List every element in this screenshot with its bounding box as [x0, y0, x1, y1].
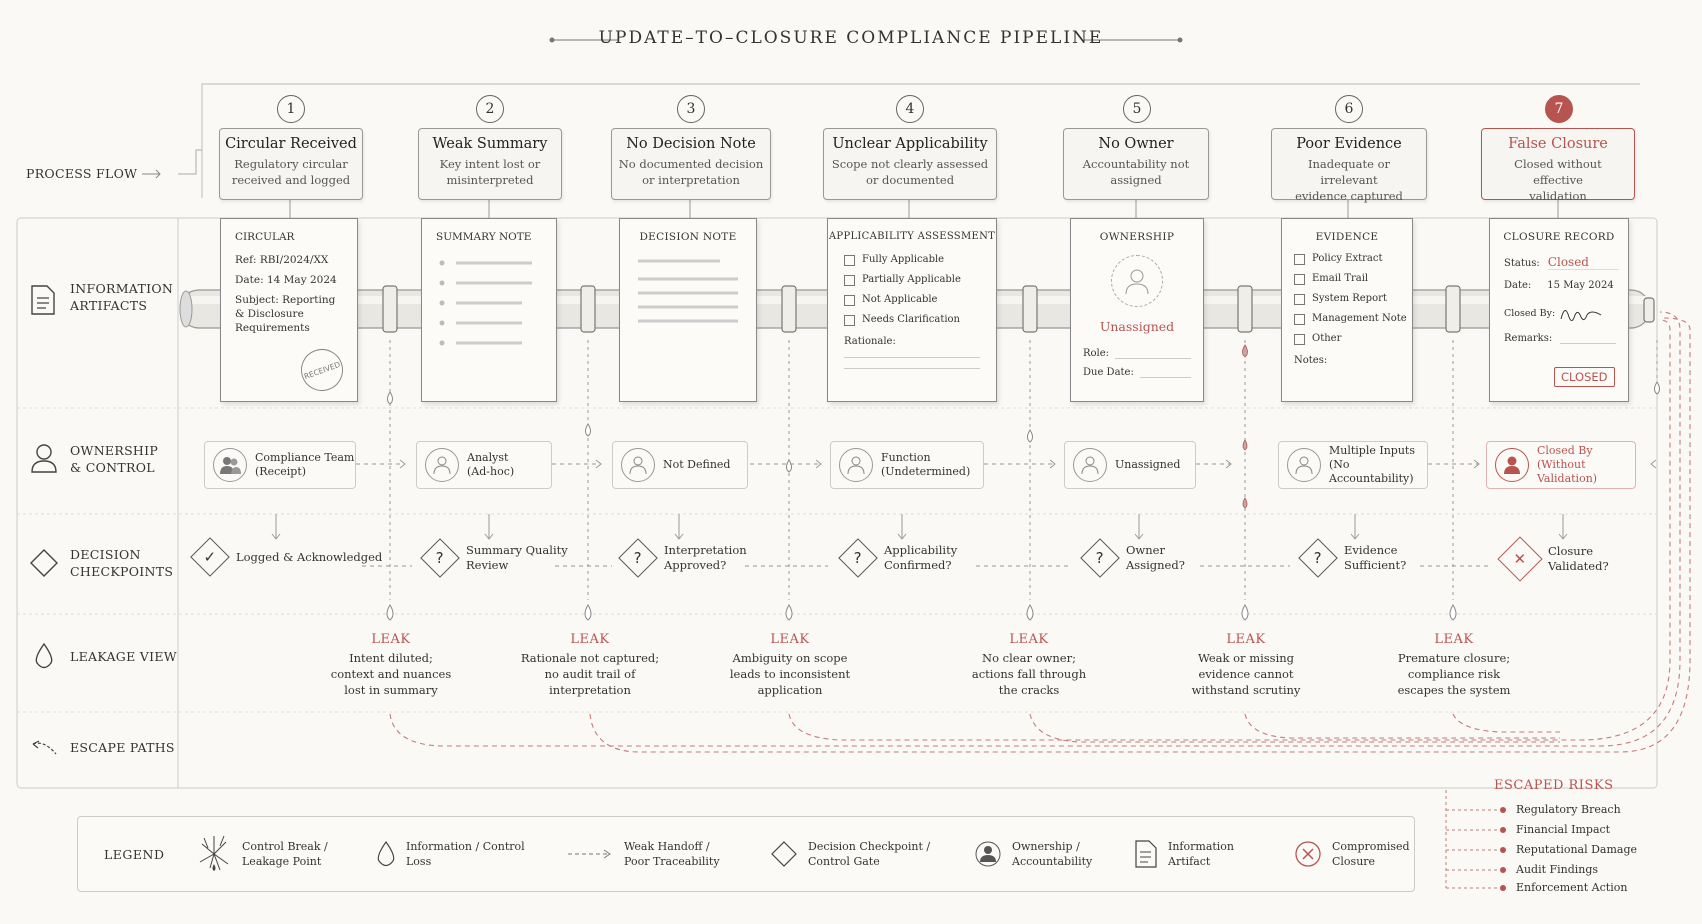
stage-desc: No documented decision: [618, 157, 764, 171]
checkpoint-sublabel: Assigned?: [1126, 558, 1185, 572]
row-label-decision-line1: DECISION: [70, 547, 141, 562]
ownership-box: [204, 441, 356, 489]
legend-item: Information Artifact: [1134, 817, 1234, 891]
escaped-risk-item: Audit Findings: [1516, 863, 1599, 876]
ownership-box-closed-by: [1486, 441, 1636, 489]
checkpoint-sublabel: Validated?: [1548, 559, 1609, 573]
owner-label: Not Defined: [663, 458, 731, 471]
stage-title: No Decision Note: [626, 136, 756, 152]
stage-desc: assigned: [1110, 173, 1162, 187]
stage-number: 4: [896, 95, 924, 123]
checkpoint-label: Interpretation: [664, 543, 747, 557]
leak-note: LEAK Weak or missing evidence cannot withstand scrutiny: [1166, 632, 1326, 698]
checkbox-option: Management Note: [1294, 309, 1412, 329]
owner-status: Unassigned: [1099, 319, 1175, 334]
row-label-ownership: [70, 442, 158, 476]
owner-label: Unassigned: [1115, 458, 1181, 471]
stage-card: [219, 128, 363, 200]
person-icon: [30, 442, 58, 478]
escaped-risks-title: ESCAPED RISKS: [1494, 778, 1614, 793]
legend-item: Weak Handoff / Poor Traceability: [566, 817, 720, 891]
leak-note: LEAK Ambiguity on scope leads to inconsistent application: [710, 632, 870, 698]
evidence-document: [1281, 218, 1413, 402]
doc-heading: APPLICABILITY ASSESSMENT: [828, 231, 996, 242]
leak-label: LEAK: [570, 632, 610, 647]
question-diamond-icon: ?: [1080, 538, 1120, 578]
dashed-arrow-icon: [566, 848, 614, 860]
check-diamond-icon: ✓: [190, 537, 230, 577]
checkbox-option: Other: [1294, 329, 1412, 349]
checkpoint: [1086, 543, 1185, 573]
summary-bullets: [422, 249, 556, 369]
owner-label: Function: [881, 451, 931, 464]
signature-mark: [1555, 303, 1605, 323]
stage-number: 3: [677, 95, 705, 123]
leak-label: LEAK: [770, 632, 810, 647]
checkpoint-label: Closure: [1548, 544, 1594, 558]
row-label-escape: ESCAPE PATHS: [70, 740, 175, 755]
ownership-document: [1070, 218, 1204, 402]
leak-note: LEAK Intent diluted; context and nuances lost in summary: [311, 632, 471, 698]
legend-item: Decision Checkpoint / Control Gate: [770, 817, 930, 891]
stage-card: [611, 128, 771, 200]
diamond-icon: [770, 840, 798, 868]
checkbox-option: Not Applicable: [844, 290, 996, 310]
row-label-ownership-line2: & CONTROL: [70, 460, 155, 475]
escaped-risk-item: Reputational Damage: [1516, 843, 1638, 856]
ownership-box: [830, 441, 984, 489]
legend-item: Information / Control Loss: [376, 817, 525, 891]
question-diamond-icon: ?: [618, 538, 658, 578]
doc-heading: CIRCULAR: [235, 231, 295, 243]
leak-label: LEAK: [1226, 632, 1266, 647]
doc-date: Date: 14 May 2024: [235, 274, 337, 286]
checkpoint-sublabel: Review: [466, 558, 509, 572]
leak-label: LEAK: [371, 632, 411, 647]
leak-label: LEAK: [1009, 632, 1049, 647]
stage-desc: evidence captured: [1295, 189, 1403, 203]
stage-desc: Key intent lost or: [439, 157, 541, 171]
stage-desc: or documented: [865, 173, 955, 187]
stage-title: Weak Summary: [432, 136, 548, 152]
row-label-decision-line2: CHECKPOINTS: [70, 564, 174, 579]
legend-item: Ownership / Accountability: [974, 817, 1092, 891]
applicability-document: [827, 218, 997, 402]
person-icon: [1287, 448, 1321, 482]
stage-desc: Inadequate or irrelevant: [1307, 157, 1391, 187]
person-icon: [1073, 448, 1107, 482]
stage-desc: validation: [1529, 189, 1587, 203]
drop-icon: [34, 642, 54, 674]
checkpoint-label: Applicability: [884, 543, 958, 557]
stage-card-false-closure: [1481, 128, 1635, 203]
doc-subject: Subject: Reporting: [235, 294, 336, 306]
checkpoint: [844, 543, 957, 573]
row-label-decision: [70, 546, 173, 580]
leak-note: LEAK Rationale not captured; no audit trail of interpretation: [510, 632, 670, 698]
legend-item: Compromised Closure: [1294, 817, 1410, 891]
person-icon: [839, 448, 873, 482]
owner-label: Closed By: [1537, 444, 1593, 457]
stage-card: [823, 128, 997, 200]
diagram-title: UPDATE–TO–CLOSURE COMPLIANCE PIPELINE: [598, 28, 1104, 48]
checkpoint-closure: [1504, 543, 1609, 575]
doc-heading: OWNERSHIP: [1099, 231, 1175, 243]
owner-sublabel: (Undetermined): [881, 465, 971, 478]
checkbox-option: Email Trail: [1294, 269, 1412, 289]
legend-item: Control Break / Leakage Point: [196, 817, 328, 891]
empty-avatar-icon: [1111, 255, 1163, 307]
x-diamond-icon: ✕: [1497, 536, 1542, 581]
notes-label: Notes:: [1294, 355, 1328, 366]
escaped-risk-item: Enforcement Action: [1516, 881, 1628, 894]
stage-title: Circular Received: [225, 136, 357, 152]
stage-card: [418, 128, 562, 200]
question-diamond-icon: ?: [1298, 538, 1338, 578]
status-value: Closed: [1548, 255, 1619, 270]
question-diamond-icon: ?: [420, 538, 460, 578]
checkbox-option: Fully Applicable: [844, 250, 996, 270]
row-label-process-flow: PROCESS FLOW: [26, 166, 138, 181]
checkpoint-label: Owner: [1126, 543, 1165, 557]
owner-label: Multiple Inputs: [1329, 444, 1415, 457]
checkbox-option: Needs Clarification: [844, 310, 996, 330]
ownership-box: [612, 441, 748, 489]
row-label-artifacts-line1: INFORMATION: [70, 281, 174, 296]
leak-note: LEAK Premature closure; compliance risk escapes the system: [1374, 632, 1534, 698]
checkpoint-label: Logged & Acknowledged: [236, 549, 383, 564]
drop-icon: [376, 840, 396, 868]
owner-sublabel: (Ad-hoc): [467, 465, 515, 478]
person-icon: [425, 448, 459, 482]
status-label: Status:: [1504, 258, 1540, 269]
question-diamond-icon: ?: [838, 538, 878, 578]
stage-title: False Closure: [1508, 136, 1608, 152]
remarks-label: Remarks:: [1504, 333, 1553, 344]
ownership-box: [1064, 441, 1196, 489]
escaped-risk-item: Regulatory Breach: [1516, 803, 1621, 816]
stage-card: [1063, 128, 1209, 200]
person-icon: [974, 840, 1002, 868]
document-icon: [1134, 839, 1158, 869]
owner-label: Compliance Team: [255, 451, 355, 464]
doc-heading: DECISION NOTE: [639, 231, 737, 243]
stage-desc: Scope not clearly assessed: [831, 157, 989, 171]
crack-icon: [196, 834, 232, 874]
closed-stamp: CLOSED: [1554, 367, 1615, 387]
doc-ref: Ref: RBI/2024/XX: [235, 254, 329, 266]
doc-heading: SUMMARY NOTE: [436, 231, 532, 243]
person-icon: [1495, 448, 1529, 482]
team-icon: [213, 448, 247, 482]
owner-label: Analyst: [467, 451, 509, 464]
stage-number: 7: [1545, 95, 1573, 123]
stage-desc: Regulatory circular: [234, 157, 348, 171]
leak-note: LEAK No clear owner; actions fall through the cracks: [949, 632, 1109, 698]
owner-sublabel: (No Accountability): [1329, 458, 1414, 485]
owner-sublabel: (Receipt): [255, 465, 307, 478]
stage-number: 5: [1123, 95, 1151, 123]
checkpoint-sublabel: Confirmed?: [884, 558, 952, 572]
stage-title: No Owner: [1098, 136, 1174, 152]
row-label-artifacts-line2: ARTIFACTS: [70, 298, 148, 313]
decision-note-document: [619, 218, 757, 402]
legend-title: LEGEND: [104, 846, 165, 862]
leak-label: LEAK: [1434, 632, 1474, 647]
stage-desc: Closed without effective: [1514, 157, 1602, 187]
role-label: Role:: [1083, 348, 1110, 359]
closed-by-label: Closed By:: [1504, 307, 1556, 319]
person-icon: [621, 448, 655, 482]
summary-note-document: [421, 218, 557, 402]
escaped-risk-item: Financial Impact: [1516, 823, 1611, 836]
checkpoint-label: Evidence: [1344, 543, 1398, 557]
stage-desc: received and logged: [231, 173, 351, 187]
checkpoint: [624, 543, 747, 573]
checkpoint-sublabel: Sufficient?: [1344, 558, 1407, 572]
row-label-leakage: LEAKAGE VIEW: [70, 649, 177, 664]
closure-record-document: [1489, 218, 1629, 402]
checkpoint: [196, 543, 382, 571]
x-circle-icon: [1294, 840, 1322, 868]
decision-blank-lines: [620, 251, 756, 331]
stage-number: 2: [476, 95, 504, 123]
checkpoint: [1304, 543, 1406, 573]
checkpoint-label: Summary Quality: [466, 543, 568, 557]
stage-desc: or interpretation: [642, 173, 740, 187]
stage-card: [1271, 128, 1427, 203]
date-value: 15 May 2024: [1547, 280, 1614, 291]
doc-subject: & Disclosure: [235, 308, 304, 320]
legend: [77, 816, 1415, 892]
row-label-ownership-line1: OWNERSHIP: [70, 443, 159, 458]
stage-title: Unclear Applicability: [832, 136, 988, 152]
stage-desc: Accountability not: [1082, 157, 1190, 171]
row-label-artifacts: [70, 280, 173, 314]
owner-sublabel: (Without Validation): [1537, 458, 1598, 485]
circular-document: [220, 218, 358, 402]
stage-title: Poor Evidence: [1296, 136, 1402, 152]
ownership-box: [416, 441, 552, 489]
date-label: Date:: [1504, 280, 1532, 291]
ownership-box: [1278, 441, 1428, 489]
checkpoint: [426, 543, 568, 573]
stage-number: 6: [1335, 95, 1363, 123]
checkbox-option: Policy Extract: [1294, 249, 1412, 269]
checkbox-option: Partially Applicable: [844, 270, 996, 290]
due-date-label: Due Date:: [1083, 367, 1134, 378]
doc-subject: Requirements: [235, 322, 310, 334]
escape-arrow-icon: [30, 738, 60, 764]
checkpoint-sublabel: Approved?: [664, 558, 727, 572]
diamond-icon: [29, 548, 59, 582]
rationale-label: Rationale:: [844, 336, 896, 347]
doc-heading: CLOSURE RECORD: [1503, 231, 1615, 243]
stage-desc: misinterpreted: [446, 173, 534, 187]
doc-heading: EVIDENCE: [1315, 231, 1379, 243]
stage-number: 1: [277, 95, 305, 123]
checkbox-option: System Report: [1294, 289, 1412, 309]
received-stamp: RECEIVED: [295, 343, 349, 397]
document-icon: [30, 284, 56, 320]
